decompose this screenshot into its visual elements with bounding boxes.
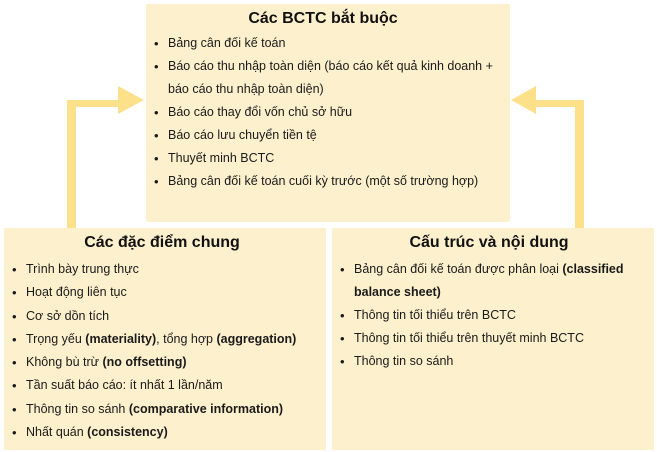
list-item: • Báo cáo thay đổi vốn chủ sở hữu bbox=[146, 101, 500, 124]
list-item: • Bảng cân đối kế toán cuối kỳ trước (một số trường hợp) bbox=[146, 170, 500, 193]
required-statements-list bbox=[146, 32, 500, 193]
general-features-list bbox=[4, 258, 320, 444]
required-statements-title: Các BCTC bắt buộc bbox=[248, 10, 398, 27]
list-item: • Tần suất báo cáo: ít nhất 1 lần/năm bbox=[4, 374, 320, 397]
general-features-title: Các đặc điểm chung bbox=[84, 234, 240, 251]
left-connector-arrow bbox=[67, 86, 144, 228]
list-item: • Trình bày trung thực bbox=[4, 258, 320, 281]
general-features-box bbox=[4, 228, 326, 450]
list-item: • Bảng cân đối kế toán được phân loại (classified balance sheet) bbox=[332, 258, 646, 304]
list-item: • Hoạt động liên tục bbox=[4, 281, 320, 304]
required-statements-box bbox=[146, 4, 510, 222]
list-item: • Trọng yếu (materiality), tổng hợp (aggregation) bbox=[4, 328, 320, 351]
list-item: • Bảng cân đối kế toán bbox=[146, 32, 500, 55]
list-item: • Thông tin so sánh (comparative information) bbox=[4, 398, 320, 421]
structure-content-list bbox=[332, 258, 646, 373]
list-item: • Không bù trừ (no offsetting) bbox=[4, 351, 320, 374]
list-item: • Cơ sở dồn tích bbox=[4, 305, 320, 328]
list-item: • Báo cáo lưu chuyển tiền tệ bbox=[146, 124, 500, 147]
list-item: • Thuyết minh BCTC bbox=[146, 147, 500, 170]
structure-content-title: Cấu trúc và nội dung bbox=[409, 234, 569, 251]
right-connector-arrow bbox=[511, 86, 584, 228]
list-item: • Nhất quán (consistency) bbox=[4, 421, 320, 444]
structure-content-box bbox=[332, 228, 654, 450]
list-item: • Thông tin tối thiểu trên BCTC bbox=[332, 304, 646, 327]
list-item: • Thông tin so sánh bbox=[332, 350, 646, 373]
list-item: • Thông tin tối thiểu trên thuyết minh BCTC bbox=[332, 327, 646, 350]
list-item: • Báo cáo thu nhập toàn diện (báo cáo kết quả kinh doanh + báo cáo thu nhập toàn diện) bbox=[146, 55, 500, 101]
